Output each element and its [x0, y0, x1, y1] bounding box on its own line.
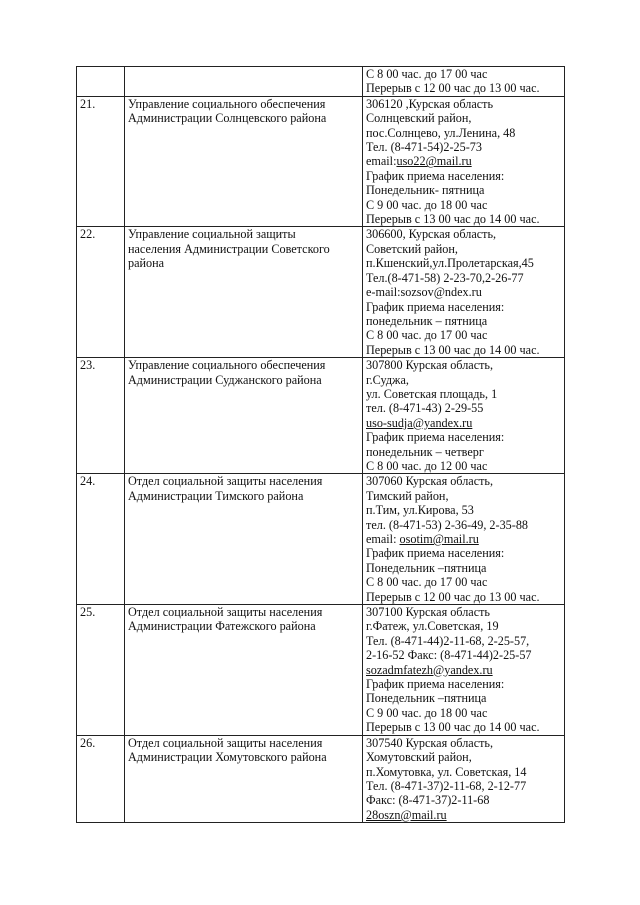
row-number: 25.	[77, 605, 125, 736]
contact-text: 307100 Курская область	[366, 605, 490, 620]
office-name-line: Администрации Фатежского района	[128, 619, 316, 634]
contact-info-cell	[363, 227, 565, 358]
contact-text: Понедельник –пятница	[366, 691, 487, 706]
office-name-cell	[125, 474, 363, 605]
contact-text: Факс: (8-471-37)2-11-68	[366, 793, 490, 808]
contact-text: Тел.(8-471-58) 2-23-70,2-26-77	[366, 270, 524, 285]
contact-line	[366, 271, 564, 285]
contact-line	[366, 358, 564, 372]
contact-line	[366, 532, 564, 546]
table-row	[77, 358, 565, 474]
contact-line	[366, 518, 564, 532]
contact-text: п.Тим, ул.Кирова, 53	[366, 503, 474, 518]
offices-table	[76, 66, 565, 823]
contact-line	[366, 720, 564, 734]
row-number: 22.	[77, 227, 125, 358]
office-name-line: Управление социального обеспечения	[128, 96, 326, 111]
office-name-cell	[125, 735, 363, 822]
office-name-line: Администрации Хомутовского района	[128, 750, 327, 765]
contact-text: п.Кшенский,ул.Пролетарская,45	[366, 256, 534, 271]
contact-line	[366, 111, 564, 125]
contact-line	[366, 140, 564, 154]
row-number: 23.	[77, 358, 125, 474]
contact-line	[366, 546, 564, 560]
contact-line	[366, 459, 564, 473]
row-number: 26.	[77, 735, 125, 822]
contact-line	[366, 619, 564, 633]
contact-text: С 8 00 час. до 17 00 час	[366, 575, 488, 590]
contact-text: Советский район,	[366, 241, 458, 256]
contact-text: ул. Советская площадь, 1	[366, 386, 498, 401]
contact-line	[366, 154, 564, 168]
contact-line	[366, 445, 564, 459]
contact-text: Тел. (8-471-54)2-25-73	[366, 140, 482, 155]
contact-line	[366, 300, 564, 314]
contact-line	[366, 416, 564, 430]
contact-line	[366, 314, 564, 328]
contact-info-cell	[363, 474, 565, 605]
contact-text: График приема населения:	[366, 299, 505, 314]
contact-line	[366, 648, 564, 662]
contact-info-cell	[363, 735, 565, 822]
contact-line	[366, 677, 564, 691]
contact-text: Тел. (8-471-44)2-11-68, 2-25-57,	[366, 633, 530, 648]
contact-text: С 8 00 час. до 12 00 час	[366, 458, 488, 473]
contact-line	[366, 634, 564, 648]
office-name-line: Управление социального обеспечения	[128, 358, 326, 373]
contact-text: п.Хомутовка, ул. Советская, 14	[366, 764, 527, 779]
office-name-cell	[125, 96, 363, 227]
contact-line	[366, 126, 564, 140]
contact-text: Хомутовский район,	[366, 750, 472, 765]
contact-line	[366, 328, 564, 342]
contact-line	[366, 227, 564, 241]
contact-text: С 8 00 час. до 17 00 час	[366, 328, 488, 343]
contact-text: тел. (8-471-43) 2-29-55	[366, 401, 484, 416]
contact-line	[366, 401, 564, 415]
contact-text: С 8 00 час. до 17 00 час	[366, 67, 488, 81]
table-row	[77, 735, 565, 822]
contact-line	[366, 387, 564, 401]
email-link[interactable]: uso-sudja@yandex.ru	[366, 415, 473, 430]
contact-text: С 9 00 час. до 18 00 час	[366, 197, 488, 212]
contact-line	[366, 343, 564, 357]
contact-text: Перерыв с 13 00 час до 14 00 час.	[366, 342, 540, 357]
contact-line	[366, 81, 564, 95]
contact-text: Перерыв с 12 00 час до 13 00 час.	[366, 589, 540, 604]
contact-line	[366, 198, 564, 212]
contact-text: e-mail:sozsov@ndex.ru	[366, 285, 482, 300]
office-name-line: района	[128, 256, 165, 271]
contact-line	[366, 808, 564, 822]
office-name-cell	[125, 605, 363, 736]
contact-text: Тел. (8-471-37)2-11-68, 2-12-77	[366, 778, 527, 793]
office-name-cell	[125, 67, 363, 97]
offices-table-body	[77, 67, 565, 823]
email-link[interactable]: sozadmfatezh@yandex.ru	[366, 662, 493, 677]
contact-text: График приема населения:	[366, 430, 505, 445]
contact-line	[366, 706, 564, 720]
office-name-cell	[125, 358, 363, 474]
contact-text: тел. (8-471-53) 2-36-49, 2-35-88	[366, 517, 529, 532]
contact-line	[366, 765, 564, 779]
office-name-line: Отдел социальной защиты населения	[128, 474, 323, 489]
contact-line	[366, 285, 564, 299]
contact-text: г.Суджа,	[366, 372, 409, 387]
contact-text: Понедельник- пятница	[366, 183, 485, 198]
office-name-line: населения Администрации Советского	[128, 241, 330, 256]
row-number	[77, 67, 125, 97]
contact-text: понедельник – пятница	[366, 313, 488, 328]
email-link[interactable]: uso22@mail.ru	[396, 154, 472, 169]
table-row	[77, 605, 565, 736]
table-row	[77, 96, 565, 227]
contact-text: Тимский район,	[366, 488, 449, 503]
contact-text: График приема населения:	[366, 677, 505, 692]
contact-line	[366, 97, 564, 111]
office-name-line: Отдел социальной защиты населения	[128, 605, 323, 620]
contact-text: Перерыв с 13 00 час до 14 00 час.	[366, 720, 540, 735]
contact-line	[366, 474, 564, 488]
row-number: 21.	[77, 96, 125, 227]
office-name-cell	[125, 227, 363, 358]
office-name-line: Администрации Солнцевского района	[128, 111, 327, 126]
contact-line	[366, 793, 564, 807]
contact-line	[366, 67, 564, 81]
contact-line	[366, 561, 564, 575]
email-link[interactable]: osotim@mail.ru	[399, 532, 479, 546]
contact-line	[366, 430, 564, 444]
contact-line	[366, 779, 564, 793]
table-row	[77, 67, 565, 97]
contact-line	[366, 489, 564, 503]
contact-line	[366, 750, 564, 764]
office-name-line: Администрации Тимского района	[128, 488, 304, 503]
contact-line	[366, 503, 564, 517]
contact-line	[366, 575, 564, 589]
contact-text: Понедельник –пятница	[366, 560, 487, 575]
contact-text: С 9 00 час. до 18 00 час	[366, 705, 488, 720]
contact-text: email:	[366, 154, 397, 169]
contact-text: 2-16-52 Факс: (8-471-44)2-25-57	[366, 648, 532, 663]
contact-line	[366, 691, 564, 705]
contact-info-cell	[363, 67, 565, 97]
contact-line	[366, 605, 564, 619]
table-row	[77, 227, 565, 358]
contact-text: понедельник – четверг	[366, 444, 484, 459]
contact-text: 307800 Курская область,	[366, 358, 494, 373]
contact-line	[366, 590, 564, 604]
contact-line	[366, 212, 564, 226]
contact-info-cell	[363, 358, 565, 474]
contact-text: Солнцевский район,	[366, 111, 472, 126]
contact-line	[366, 663, 564, 677]
contact-text: 307060 Курская область,	[366, 474, 494, 489]
office-name-line: Отдел социальной защиты населения	[128, 735, 323, 750]
contact-line	[366, 256, 564, 270]
contact-text: email:	[366, 532, 400, 546]
contact-text: г.Фатеж, ул.Советская, 19	[366, 619, 499, 634]
contact-text: 307540 Курская область,	[366, 735, 494, 750]
office-name-line: Администрации Суджанского района	[128, 372, 322, 387]
contact-line	[366, 169, 564, 183]
office-name-line: Управление социальной защиты	[128, 227, 296, 242]
contact-info-cell	[363, 605, 565, 736]
row-number: 24.	[77, 474, 125, 605]
contact-text: 306120 ,Курская область	[366, 96, 494, 111]
contact-line	[366, 736, 564, 750]
contact-text: Перерыв с 12 00 час до 13 00 час.	[366, 81, 540, 96]
email-link[interactable]: 28oszn@mail.ru	[366, 807, 447, 822]
contact-text: График приема населения:	[366, 546, 505, 561]
contact-line	[366, 242, 564, 256]
contact-text: пос.Солнцево, ул.Ленина, 48	[366, 125, 516, 140]
contact-line	[366, 183, 564, 197]
contact-text: 306600, Курская область,	[366, 227, 497, 242]
contact-line	[366, 373, 564, 387]
table-row	[77, 474, 565, 605]
contact-info-cell	[363, 96, 565, 227]
contact-text: График приема населения:	[366, 168, 505, 183]
contact-text: Перерыв с 13 00 час до 14 00 час.	[366, 212, 540, 227]
